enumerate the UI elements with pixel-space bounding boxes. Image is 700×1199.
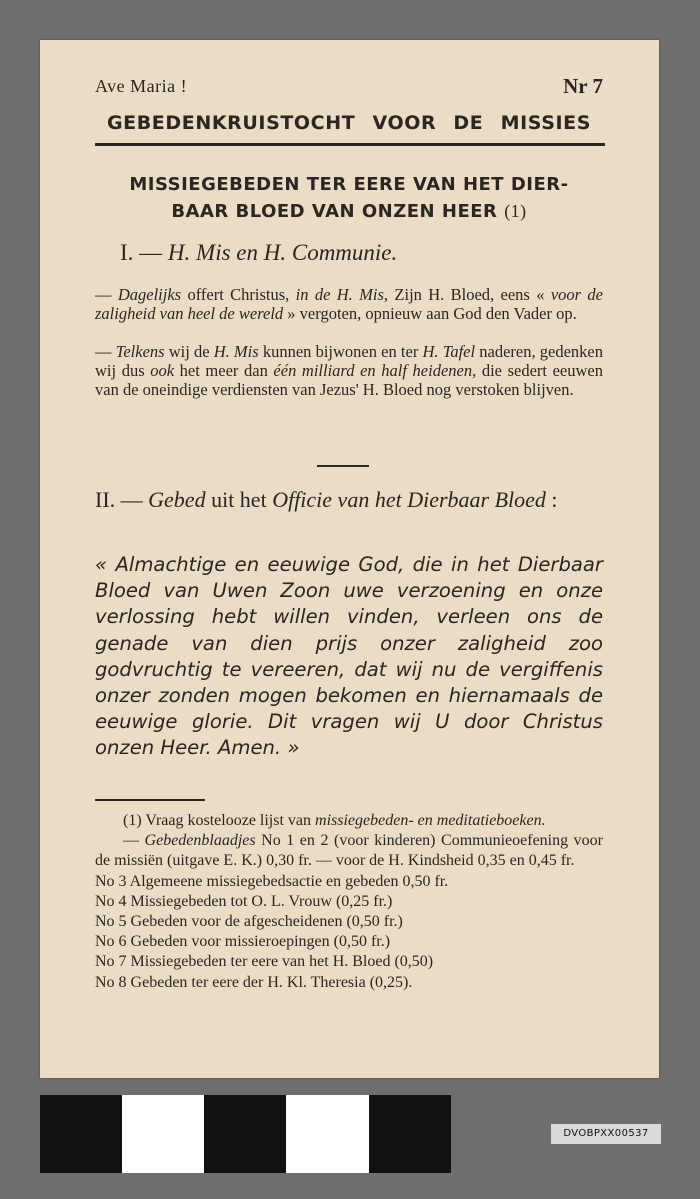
section-divider [317, 465, 369, 467]
footnote-2-text: No 1 en 2 (voor kinderen) Communieoefening voor de missiën (uitgave E. K.) 0,30 fr. — voor de H. Kindsheid 0,35 en 0,45 fr. [95, 832, 604, 870]
text-run: het meer dan [174, 361, 274, 380]
list-item: No 7 Missiegebeden ter eere van het H. Bloed (0,50) [95, 953, 434, 971]
list-item: No 5 Gebeden voor de afgescheidenen (0,50 fr.) [95, 913, 403, 931]
issue-number: Nr 7 [563, 74, 603, 98]
text-run: » vergoten, opnieuw aan God den Vader op. [283, 304, 577, 323]
italic-run: in de H. Mis [295, 285, 384, 304]
text-run: , Zijn H. Bloed, eens « [383, 285, 551, 304]
document-card [40, 40, 659, 1078]
italic-run: Telkens [115, 342, 165, 361]
ave-maria-text: Ave Maria ! [95, 76, 188, 96]
section-title-line1: MISSIEGEBEDEN TER EERE VAN HET DIER- [129, 174, 569, 195]
header-top [95, 76, 603, 100]
italic-run: ook [150, 361, 175, 380]
part1-heading [120, 240, 397, 266]
part1-title: H. Mis en H. Communie. [167, 240, 398, 265]
prayer-text: « Almachtige en eeuwige God, die in het Dierbaar Bloed van Uwen Zoon uwe verzoening en onze verlossing hebt willen vinden, verleen ons de genade van dien prijs onzer zaligheid zoo godvruchtig te vereeren, dat wij nu de vergiffenis onzer zonden mogen bekomen en hiernamaals de eeuwige glorie. Dit vragen wij U door Christus onzen Heer. Amen. » [95, 553, 603, 760]
footnote-2-dash: — [123, 832, 145, 850]
footnote-1-text: (1) Vraag kostelooze lijst van [123, 812, 316, 829]
text-run: kunnen bijwonen en ter [258, 342, 423, 361]
italic-run: voor de zaligheid van heel de wereld [95, 285, 604, 323]
italic-run: Dagelijks [117, 285, 182, 304]
footnote-2 [95, 831, 603, 871]
text-run: — [95, 285, 118, 304]
footnote-1-italic: missiegebeden- en meditatieboeken. [315, 812, 546, 829]
italic-run: H. Tafel [422, 342, 476, 361]
part2-title-colon: : [545, 487, 558, 512]
text-run: naderen, gedenken wij dus [95, 342, 604, 380]
list-item: No 4 Missiegebeden tot O. L. Vrouw (0,25 fr.) [95, 892, 393, 910]
list-item: No 3 Algemeene missiegebedsactie en gebeden 0,50 fr. [95, 872, 449, 890]
text-run: wij de [164, 342, 214, 361]
footnote-2-italic: Gebedenblaadjes [144, 832, 256, 850]
part1-paragraph-1 [95, 285, 603, 323]
part2-title-gebed: Gebed [148, 487, 206, 512]
text-run: — [95, 342, 116, 361]
part1-paragraph-2 [95, 342, 603, 399]
list-item: No 8 Gebeden ter eere der H. Kl. Theresia (0,25). [95, 973, 413, 991]
text-run: die sedert eeuwen van de oneindige verdiensten van Jezus' H. Bloed nog verstoken blijven. [95, 361, 603, 399]
italic-run: H. Mis [213, 342, 259, 361]
footnote-rule [95, 799, 205, 801]
list-item: No 6 Gebeden voor missieroepingen (0,50 fr.) [95, 933, 391, 951]
calibration-block [369, 1095, 451, 1173]
calibration-block [204, 1095, 286, 1173]
section-title-line2-text: BAAR BLOED VAN ONZEN HEER [171, 201, 498, 222]
document-title: GEBEDENKRUISTOCHT VOOR DE MISSIES [106, 112, 592, 134]
calibration-bar [40, 1095, 451, 1173]
text-run: offert Christus, [181, 285, 296, 304]
title-rule [95, 143, 605, 146]
footnote-1 [95, 811, 603, 831]
calibration-block [40, 1095, 122, 1173]
part2-title-mid: uit het [205, 487, 273, 512]
part2-title-officie: Officie van het Dierbaar Bloed [272, 487, 546, 512]
section-title-note: (1) [504, 201, 527, 221]
archive-label: DVOBPXX00537 [551, 1124, 661, 1144]
section-title [95, 172, 603, 225]
italic-run: één milliard en half heidenen, [273, 361, 477, 380]
section-title-line2 [95, 198, 603, 225]
part2-heading [95, 486, 603, 513]
part2-numeral: II. — [95, 487, 143, 512]
part1-numeral: I. — [120, 240, 163, 265]
footnotes [95, 811, 603, 993]
